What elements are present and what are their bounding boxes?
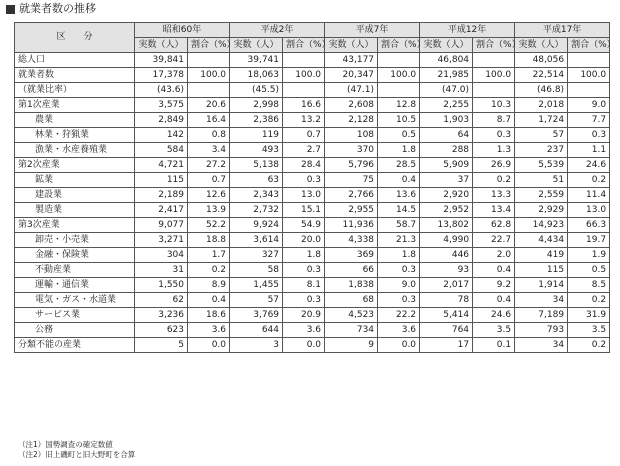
count-cell: 2,128 — [325, 113, 378, 128]
subcategory-label: 製造業 — [15, 203, 135, 218]
count-cell: (46.8) — [515, 83, 568, 98]
rate-cell: 0.2 — [473, 173, 515, 188]
count-cell: 39,841 — [135, 53, 188, 68]
count-cell: 68 — [325, 293, 378, 308]
rate-cell: 1.8 — [283, 248, 325, 263]
count-cell: 5,909 — [420, 158, 473, 173]
rate-cell — [283, 83, 325, 98]
table-row — [15, 173, 610, 188]
count-cell: 34 — [515, 293, 568, 308]
subcategory-label: 林業・狩猟業 — [15, 128, 135, 143]
count-cell: 17 — [420, 338, 473, 353]
rate-cell — [188, 53, 230, 68]
rate-cell: 3.6 — [378, 323, 420, 338]
subcategory-label: 不動産業 — [15, 263, 135, 278]
count-header: 実数（人） — [420, 38, 473, 53]
rate-cell: 28.5 — [378, 158, 420, 173]
count-cell: 4,523 — [325, 308, 378, 323]
count-cell: 46,804 — [420, 53, 473, 68]
count-cell: 734 — [325, 323, 378, 338]
count-cell: 62 — [135, 293, 188, 308]
count-cell: 1,550 — [135, 278, 188, 293]
subcategory-label: 運輸・通信業 — [15, 278, 135, 293]
rate-cell: 3.5 — [473, 323, 515, 338]
count-cell: 288 — [420, 143, 473, 158]
year-header: 平成2年 — [230, 23, 325, 38]
count-cell: 3,614 — [230, 233, 283, 248]
rate-cell: 0.5 — [568, 263, 610, 278]
category-label: 分類不能の産業 — [15, 338, 135, 353]
rate-cell: 62.8 — [473, 218, 515, 233]
rate-cell: 100.0 — [568, 68, 610, 83]
count-cell: 7,189 — [515, 308, 568, 323]
rate-cell: 100.0 — [378, 68, 420, 83]
employment-table — [14, 22, 616, 353]
count-cell: 9,924 — [230, 218, 283, 233]
count-cell: 5 — [135, 338, 188, 353]
count-cell: 9 — [325, 338, 378, 353]
rate-cell: 16.6 — [283, 98, 325, 113]
rate-cell — [283, 53, 325, 68]
count-cell: 493 — [230, 143, 283, 158]
count-cell: 5,539 — [515, 158, 568, 173]
rate-cell: 22.7 — [473, 233, 515, 248]
year-header: 平成17年 — [515, 23, 610, 38]
count-cell: 3,575 — [135, 98, 188, 113]
rate-cell: 9.0 — [568, 98, 610, 113]
table-row — [15, 188, 610, 203]
count-cell: 93 — [420, 263, 473, 278]
category-label: 第3次産業 — [15, 218, 135, 233]
table-row — [15, 218, 610, 233]
rate-cell: 0.4 — [473, 263, 515, 278]
table-row — [15, 233, 610, 248]
rate-cell: 54.9 — [283, 218, 325, 233]
count-cell: 2,998 — [230, 98, 283, 113]
rate-cell: 9.2 — [473, 278, 515, 293]
rate-cell: 13.2 — [283, 113, 325, 128]
count-cell: 3 — [230, 338, 283, 353]
rate-cell: 15.1 — [283, 203, 325, 218]
rate-cell: 10.3 — [473, 98, 515, 113]
count-cell: 2,955 — [325, 203, 378, 218]
category-label: 就業者数 — [15, 68, 135, 83]
page-title — [6, 2, 96, 16]
rate-cell: 100.0 — [283, 68, 325, 83]
rate-cell: 1.3 — [473, 143, 515, 158]
rate-cell: 0.2 — [568, 338, 610, 353]
count-header: 実数（人） — [515, 38, 568, 53]
rate-cell: 14.5 — [378, 203, 420, 218]
rate-cell: 3.6 — [188, 323, 230, 338]
count-cell: 237 — [515, 143, 568, 158]
rate-cell: 9.0 — [378, 278, 420, 293]
category-label: 第2次産業 — [15, 158, 135, 173]
rate-cell — [188, 83, 230, 98]
rate-cell: 0.3 — [378, 293, 420, 308]
rate-cell: 28.4 — [283, 158, 325, 173]
count-cell: 51 — [515, 173, 568, 188]
count-cell: 370 — [325, 143, 378, 158]
count-cell: 63 — [230, 173, 283, 188]
rate-cell: 20.9 — [283, 308, 325, 323]
rate-cell: 0.1 — [473, 338, 515, 353]
rate-cell: 0.8 — [188, 128, 230, 143]
count-cell: 43,177 — [325, 53, 378, 68]
rate-cell: 11.4 — [568, 188, 610, 203]
count-cell: (47.0) — [420, 83, 473, 98]
rate-cell: 66.3 — [568, 218, 610, 233]
count-cell: 2,417 — [135, 203, 188, 218]
count-header: 実数（人） — [135, 38, 188, 53]
count-cell: 3,271 — [135, 233, 188, 248]
rate-cell: 13.0 — [568, 203, 610, 218]
subcategory-label: 電気・ガス・水道業 — [15, 293, 135, 308]
rate-cell: 13.9 — [188, 203, 230, 218]
subcategory-label: 鉱業 — [15, 173, 135, 188]
rate-cell: 31.9 — [568, 308, 610, 323]
rate-cell: 8.1 — [283, 278, 325, 293]
count-cell: 327 — [230, 248, 283, 263]
rate-cell: 13.6 — [378, 188, 420, 203]
rate-header: 割合（%） — [188, 38, 230, 53]
rate-cell: 0.0 — [378, 338, 420, 353]
count-cell: 2,608 — [325, 98, 378, 113]
footnote: （注1）国勢調査の確定数値 — [18, 440, 113, 449]
count-cell: 3,769 — [230, 308, 283, 323]
rate-cell: 22.2 — [378, 308, 420, 323]
subcategory-label: 金融・保険業 — [15, 248, 135, 263]
year-header: 昭和60年 — [135, 23, 230, 38]
count-cell: 142 — [135, 128, 188, 143]
count-cell: 57 — [515, 128, 568, 143]
rate-cell: 0.0 — [283, 338, 325, 353]
subcategory-label: 公務 — [15, 323, 135, 338]
table-row — [15, 128, 610, 143]
count-cell: 5,138 — [230, 158, 283, 173]
rate-cell: 3.6 — [283, 323, 325, 338]
rate-cell: 12.8 — [378, 98, 420, 113]
rate-cell: 2.7 — [283, 143, 325, 158]
count-cell: 75 — [325, 173, 378, 188]
subcategory-label: 漁業・水産養殖業 — [15, 143, 135, 158]
table-row — [15, 308, 610, 323]
rate-cell: 20.0 — [283, 233, 325, 248]
table-row — [15, 68, 610, 83]
rate-cell: 8.7 — [473, 113, 515, 128]
table-row — [15, 263, 610, 278]
rate-cell: 13.0 — [283, 188, 325, 203]
rate-cell: 3.5 — [568, 323, 610, 338]
rate-cell: 100.0 — [188, 68, 230, 83]
rate-header: 割合（%） — [378, 38, 420, 53]
rate-cell: 24.6 — [568, 158, 610, 173]
rate-cell: 0.2 — [568, 293, 610, 308]
count-cell: 2,929 — [515, 203, 568, 218]
count-cell: 108 — [325, 128, 378, 143]
table-row — [15, 203, 610, 218]
rate-header: 割合（%） — [473, 38, 515, 53]
rate-cell: 24.6 — [473, 308, 515, 323]
count-cell: 1,455 — [230, 278, 283, 293]
rate-cell: 3.4 — [188, 143, 230, 158]
count-cell: 11,936 — [325, 218, 378, 233]
count-cell: 9,077 — [135, 218, 188, 233]
rate-cell: 8.9 — [188, 278, 230, 293]
rate-cell: 0.4 — [473, 293, 515, 308]
count-cell: 764 — [420, 323, 473, 338]
category-label: （就業比率） — [15, 83, 135, 98]
rate-cell: 20.6 — [188, 98, 230, 113]
rate-cell: 13.4 — [473, 203, 515, 218]
table-row — [15, 83, 610, 98]
rate-cell: 0.2 — [188, 263, 230, 278]
count-cell: 37 — [420, 173, 473, 188]
rate-cell: 0.3 — [473, 128, 515, 143]
table-row — [15, 113, 610, 128]
rate-cell: 52.2 — [188, 218, 230, 233]
rate-cell: 16.4 — [188, 113, 230, 128]
rate-cell: 7.7 — [568, 113, 610, 128]
table-row — [15, 293, 610, 308]
rate-cell: 18.6 — [188, 308, 230, 323]
count-cell: 2,766 — [325, 188, 378, 203]
count-cell: 2,255 — [420, 98, 473, 113]
count-cell: 115 — [515, 263, 568, 278]
rate-cell: 8.5 — [568, 278, 610, 293]
rate-cell: 0.4 — [378, 173, 420, 188]
count-cell: (47.1) — [325, 83, 378, 98]
table-row — [15, 143, 610, 158]
count-cell: 22,514 — [515, 68, 568, 83]
rate-cell: 1.7 — [188, 248, 230, 263]
count-cell: 2,952 — [420, 203, 473, 218]
rate-cell: 0.3 — [283, 173, 325, 188]
rate-cell: 1.9 — [568, 248, 610, 263]
count-cell: 66 — [325, 263, 378, 278]
rate-header: 割合（%） — [568, 38, 610, 53]
category-header: 区 分 — [15, 23, 135, 53]
count-cell: 17,378 — [135, 68, 188, 83]
footnotes — [18, 440, 135, 460]
count-header: 実数（人） — [325, 38, 378, 53]
table-row — [15, 278, 610, 293]
table-row — [15, 248, 610, 263]
count-cell: 58 — [230, 263, 283, 278]
rate-cell: 10.5 — [378, 113, 420, 128]
rate-cell — [378, 83, 420, 98]
rate-cell — [378, 53, 420, 68]
rate-cell: 13.3 — [473, 188, 515, 203]
year-header: 平成12年 — [420, 23, 515, 38]
count-cell: 2,849 — [135, 113, 188, 128]
count-cell: 1,903 — [420, 113, 473, 128]
category-label: 第1次産業 — [15, 98, 135, 113]
count-cell: 14,923 — [515, 218, 568, 233]
rate-cell: 0.0 — [188, 338, 230, 353]
rate-cell: 0.7 — [188, 173, 230, 188]
rate-cell: 21.3 — [378, 233, 420, 248]
rate-cell: 0.3 — [568, 128, 610, 143]
rate-cell: 12.6 — [188, 188, 230, 203]
category-label: 総人口 — [15, 53, 135, 68]
count-cell: 2,920 — [420, 188, 473, 203]
count-cell: 31 — [135, 263, 188, 278]
table-body — [15, 23, 616, 353]
rate-cell: 19.7 — [568, 233, 610, 248]
rate-cell: 0.5 — [378, 128, 420, 143]
count-cell: 793 — [515, 323, 568, 338]
rate-cell: 0.3 — [283, 293, 325, 308]
count-cell: 2,018 — [515, 98, 568, 113]
count-cell: 13,802 — [420, 218, 473, 233]
count-cell: 2,189 — [135, 188, 188, 203]
count-cell: 34 — [515, 338, 568, 353]
rate-cell — [473, 83, 515, 98]
rate-cell: 0.3 — [378, 263, 420, 278]
rate-cell: 0.2 — [568, 173, 610, 188]
count-cell: 304 — [135, 248, 188, 263]
count-cell: 64 — [420, 128, 473, 143]
subcategory-label: 卸売・小売業 — [15, 233, 135, 248]
count-cell: 1,914 — [515, 278, 568, 293]
rate-cell — [568, 83, 610, 98]
count-cell: 5,796 — [325, 158, 378, 173]
count-cell: 2,559 — [515, 188, 568, 203]
rate-cell: 26.9 — [473, 158, 515, 173]
rate-cell: 18.8 — [188, 233, 230, 248]
rate-cell: 27.2 — [188, 158, 230, 173]
rate-cell: 1.1 — [568, 143, 610, 158]
rate-cell: 2.0 — [473, 248, 515, 263]
count-cell: 39,741 — [230, 53, 283, 68]
count-cell: 623 — [135, 323, 188, 338]
page-title-text: 就業者数の推移 — [19, 2, 96, 15]
table-row — [15, 53, 610, 68]
count-cell: 3,236 — [135, 308, 188, 323]
rate-cell: 58.7 — [378, 218, 420, 233]
count-cell: 419 — [515, 248, 568, 263]
count-cell: 2,386 — [230, 113, 283, 128]
count-cell: 115 — [135, 173, 188, 188]
count-cell: 57 — [230, 293, 283, 308]
count-cell: 119 — [230, 128, 283, 143]
rate-cell: 100.0 — [473, 68, 515, 83]
count-cell: 2,732 — [230, 203, 283, 218]
subcategory-label: サービス業 — [15, 308, 135, 323]
rate-cell: 0.3 — [283, 263, 325, 278]
count-cell: 4,434 — [515, 233, 568, 248]
count-cell: 4,990 — [420, 233, 473, 248]
count-cell: 2,017 — [420, 278, 473, 293]
table-row — [15, 98, 610, 113]
count-cell: 21,985 — [420, 68, 473, 83]
count-cell: 18,063 — [230, 68, 283, 83]
count-cell: 1,724 — [515, 113, 568, 128]
rate-cell: 1.8 — [378, 248, 420, 263]
header-row-years — [15, 23, 610, 38]
rate-cell: 0.7 — [283, 128, 325, 143]
count-cell: 2,343 — [230, 188, 283, 203]
subcategory-label: 建設業 — [15, 188, 135, 203]
square-bullet-icon — [6, 5, 15, 14]
count-cell: 369 — [325, 248, 378, 263]
table-row — [15, 338, 610, 353]
table-row — [15, 323, 610, 338]
count-cell: (45.5) — [230, 83, 283, 98]
count-cell: 4,721 — [135, 158, 188, 173]
subcategory-label: 農業 — [15, 113, 135, 128]
count-cell: 4,338 — [325, 233, 378, 248]
rate-cell: 0.4 — [188, 293, 230, 308]
rate-header: 割合（%） — [283, 38, 325, 53]
count-cell: 20,347 — [325, 68, 378, 83]
year-header: 平成7年 — [325, 23, 420, 38]
count-cell: 644 — [230, 323, 283, 338]
table-row — [15, 158, 610, 173]
count-header: 実数（人） — [230, 38, 283, 53]
rate-cell — [568, 53, 610, 68]
count-cell: 78 — [420, 293, 473, 308]
footnote: （注2）旧上磯町と旧大野町を合算 — [18, 450, 136, 459]
count-cell: (43.6) — [135, 83, 188, 98]
count-cell: 584 — [135, 143, 188, 158]
count-cell: 1,838 — [325, 278, 378, 293]
count-cell: 446 — [420, 248, 473, 263]
count-cell: 5,414 — [420, 308, 473, 323]
rate-cell — [473, 53, 515, 68]
rate-cell: 1.8 — [378, 143, 420, 158]
count-cell: 48,056 — [515, 53, 568, 68]
